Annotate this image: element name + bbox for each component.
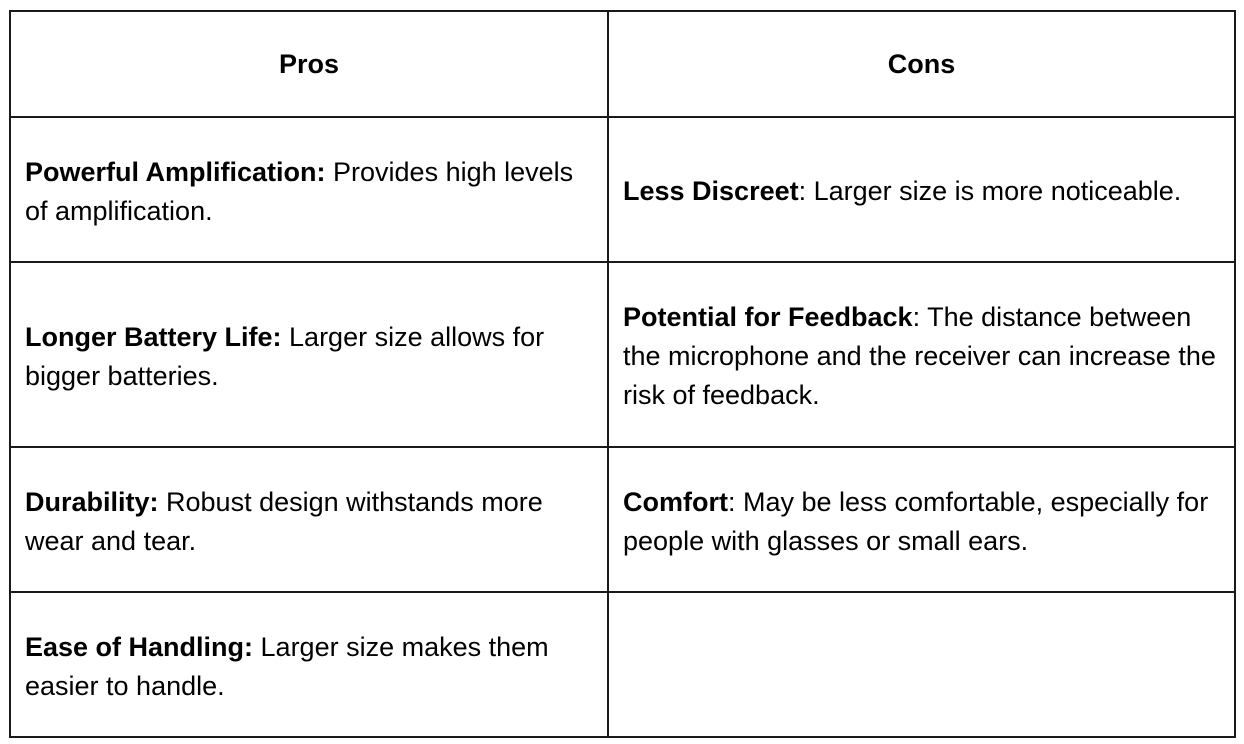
con-term: Less Discreet [623,176,799,206]
con-text: : The distance between the microphone and the receiver can increase the risk of feedback. [623,302,1216,410]
pro-term: Longer Battery Life: [25,321,282,352]
pro-term: Durability: [25,486,159,517]
header-row [10,11,1235,117]
table-row [10,592,1235,737]
pro-term: Ease of Handling: [25,631,254,662]
pros-cell [10,262,608,447]
pro-text: Larger size allows for bigger batteries. [25,321,545,391]
cons-cell [608,117,1235,262]
con-text: : May be less comfortable, especially for people with glasses or small ears. [623,486,1209,556]
pros-cell [10,117,608,262]
pro-text: Robust design withstands more wear and tear. [25,486,543,556]
pro-text: Provides high levels of amplification. [25,156,574,226]
cons-header: Cons [608,11,1235,117]
pro-term: Powerful Amplification: [25,156,326,187]
pros-cell [10,592,608,737]
pros-cons-table [9,10,1236,738]
pros-header: Pros [10,11,608,117]
table-row [10,262,1235,447]
pros-cell [10,447,608,592]
pro-text: Larger size makes them easier to handle. [25,631,549,701]
cons-cell [608,447,1235,592]
table-row [10,447,1235,592]
con-term: Comfort [623,486,728,517]
con-term: Potential for Feedback [623,302,913,332]
cons-cell-empty [608,592,1235,737]
table-row [10,117,1235,262]
con-text: : Larger size is more noticeable. [798,176,1182,206]
cons-cell [608,262,1235,447]
